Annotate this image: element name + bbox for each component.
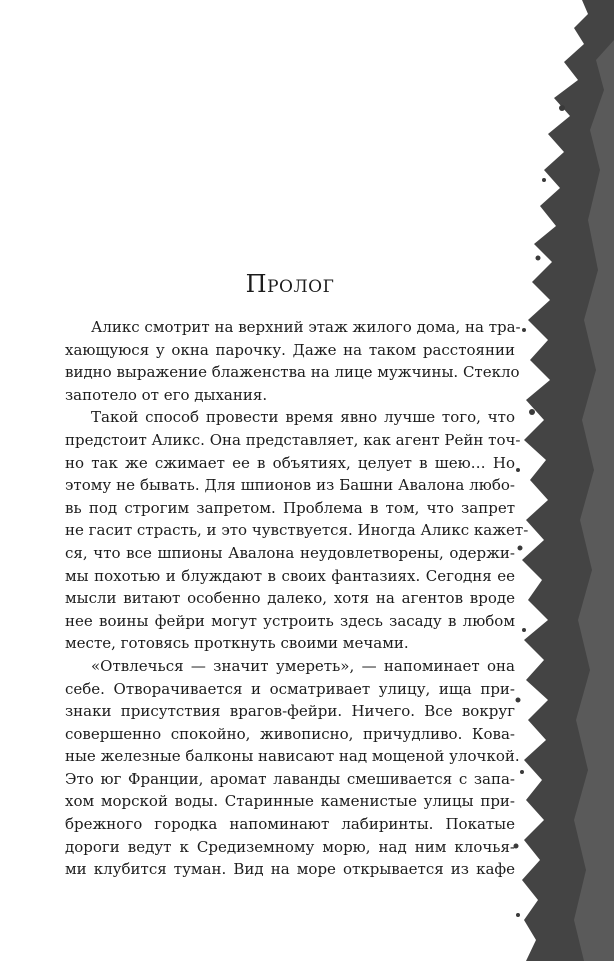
- text-line: знаки присутствия врагов-фейри. Ничего. Все вокруг: [65, 702, 515, 721]
- paragraph: [65, 655, 520, 881]
- text-line: дороги ведут к Средиземному морю, над ним клочья-: [65, 837, 515, 856]
- text-line: не гасит страсть, и это чувствуется. Иногда Аликс кажет-: [65, 521, 529, 540]
- text-line: ся, что все шпионы Авалона неудовлетворены, одержи-: [65, 543, 515, 562]
- text-line: мы похотью и блуждают в своих фантазиях. Сегодня ее: [65, 566, 515, 585]
- text-line: нее воины фейри могут устроить здесь засаду в любом: [65, 611, 515, 630]
- text-line: Такой способ провести время явно лучше того, что: [91, 408, 515, 427]
- text-line: но так же сжимает ее в объятиях, целует в шею… Но: [65, 453, 515, 472]
- text-line: совершенно спокойно, живописно, причудливо. Кова-: [65, 724, 515, 743]
- text-line: «Отвлечься — значит умереть», — напоминает она: [91, 656, 515, 675]
- text-line: себе. Отворачивается и осматривает улицу, ища при-: [65, 679, 515, 698]
- text-line: брежного городка напоминают лабиринты. Покатые: [65, 815, 515, 834]
- text-line: месте, готовясь проткнуть своими мечами.: [65, 634, 409, 653]
- paragraph: [65, 406, 529, 655]
- chapter-title: [0, 270, 580, 298]
- text-line: предстоит Аликс. Она представляет, как агент Рейн точ-: [65, 430, 521, 449]
- text-line: хом морской воды. Старинные каменистые улицы при-: [65, 792, 515, 811]
- text-line: этому не бывать. Для шпионов из Башни Авалона любо-: [65, 476, 515, 495]
- paragraph: [65, 316, 521, 406]
- body-text: [65, 316, 529, 881]
- text-line: ми клубится туман. Вид на море открывается из кафе: [65, 860, 515, 879]
- text-line: Это юг Франции, аромат лаванды смешивается с запа-: [65, 769, 515, 788]
- text-line: запотело от его дыхания.: [65, 385, 268, 404]
- text-line: хающуюся у окна парочку. Даже на таком расстоянии: [65, 340, 515, 359]
- torn-page-edge: [504, 0, 614, 961]
- chapter-title-rest: РОЛОГ: [267, 277, 335, 297]
- text-line: видно выражение блаженства на лице мужчины. Стекло: [65, 363, 520, 382]
- text-line: мысли витают особенно далеко, хотя на агентов вроде: [65, 589, 515, 608]
- chapter-title-initial: П: [245, 270, 268, 298]
- text-line: вь под строгим запретом. Проблема в том, что запрет: [65, 498, 515, 517]
- text-line: ные железные балконы нависают над мощеной улочкой.: [65, 747, 520, 766]
- text-line: Аликс смотрит на верхний этаж жилого дома, на тра-: [91, 318, 521, 336]
